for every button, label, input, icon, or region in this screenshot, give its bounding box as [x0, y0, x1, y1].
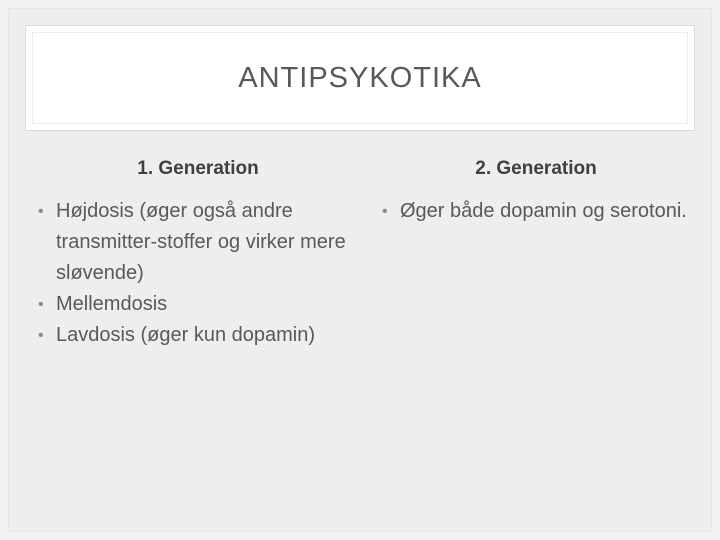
bullet-list-right [362, 196, 702, 227]
column-heading-left: 1. Generation [137, 158, 259, 179]
list-item [362, 196, 702, 227]
bullet-text: Øger både dopamin og serotoni. [400, 200, 687, 222]
title-box [25, 25, 695, 131]
list-item [18, 196, 358, 289]
bullet-icon: • [38, 327, 44, 344]
list-item [18, 320, 358, 351]
bullet-text: Lavdosis (øger kun dopamin) [56, 324, 316, 346]
slide-title: ANTIPSYKOTIKA [238, 61, 482, 94]
bullet-icon: • [38, 203, 44, 220]
bullet-list-left [18, 196, 358, 351]
list-item [18, 289, 358, 320]
title-inner-frame [32, 32, 688, 124]
bullet-text: Mellemdosis [56, 293, 168, 315]
slide [8, 8, 712, 532]
column-heading-right: 2. Generation [475, 158, 597, 179]
bullet-text: Højdosis (øger også andre transmitter-stoffer og virker mere sløvende) [56, 200, 346, 284]
bullet-icon: • [38, 296, 44, 313]
bullet-icon: • [382, 203, 388, 220]
